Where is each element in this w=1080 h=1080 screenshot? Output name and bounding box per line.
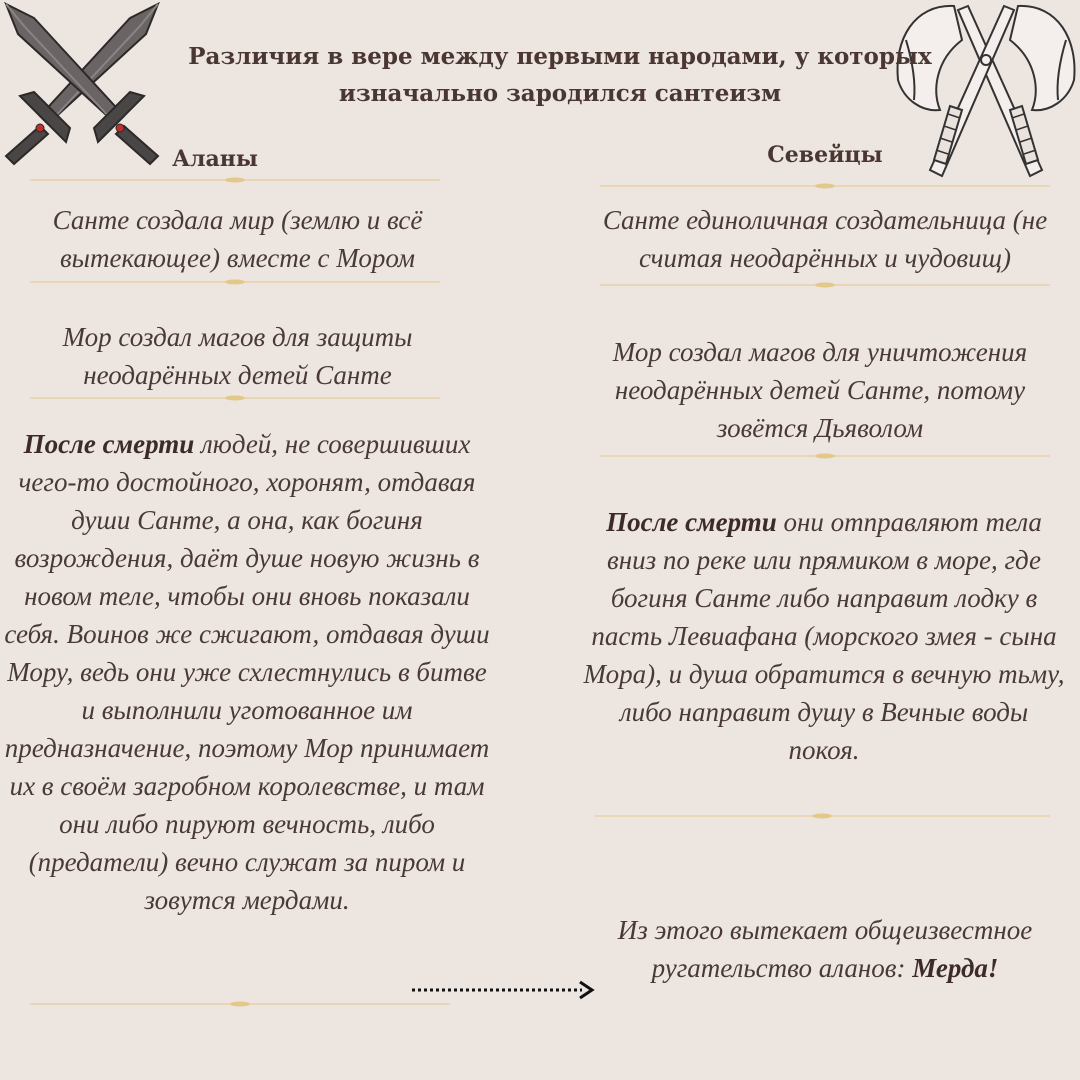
- left-block-creation: Санте создала мир (землю и всё вытекающее) вместе с Мором: [52, 205, 423, 273]
- left-afterlife-bold: После смерти: [23, 429, 195, 459]
- left-heading: Аланы: [172, 146, 258, 172]
- conclusion-curse-word: Мерда!: [912, 953, 999, 983]
- separator: [595, 812, 1050, 820]
- right-afterlife-text: они отправляют тела вниз по реке или прямиком в море, где богиня Санте либо направит лодку в пасть Левиафана (морского змея - сына Мора), и душа обратится в вечную тьму, либо направит душу в Вечные воды покоя.: [583, 507, 1065, 765]
- crossed-swords-icon: [0, 0, 165, 175]
- conclusion-text: Из этого вытекает общеизвестное ругательство аланов:: [617, 915, 1033, 983]
- right-conclusion: [610, 911, 1040, 987]
- left-afterlife-text: людей, не совершивших чего-то достойного, хоронят, отдавая души Санте, а она, как богиня возрождения, даёт душе новую жизнь в новом теле, чтобы они вновь показали себя. Воинов же сжигают, отдавая души Мору, ведь они уже схлестнулись в битве и выполнили уготованное им предназначение, поэтому Мор принимает их в своём загробном королевстве, и там они либо пируют вечность, либо (предатели) вечно служат за пиром и зовутся мердами.: [4, 429, 490, 915]
- right-block-creation: Санте единоличная создательница (не считая неодарённых и чудовищ): [602, 205, 1048, 273]
- separator: [30, 278, 440, 286]
- page-title: Различия в вере между первыми народами, у которых изначально зародился сантеизм: [188, 43, 932, 107]
- dotted-arrow-icon: [410, 978, 596, 1002]
- left-block-afterlife: [4, 425, 490, 919]
- right-block-afterlife: [582, 503, 1066, 769]
- right-afterlife-bold: После смерти: [606, 507, 777, 537]
- separator: [30, 1000, 450, 1008]
- right-heading: Севейцы: [767, 142, 883, 168]
- separator: [600, 182, 1050, 190]
- separator: [600, 281, 1050, 289]
- left-block-mages: Мор создал магов для защиты неодарённых детей Санте: [62, 322, 413, 390]
- separator: [30, 176, 440, 184]
- separator: [30, 394, 440, 402]
- separator: [600, 452, 1050, 460]
- right-block-mages: Мор создал магов для уничтожения неодарённых детей Санте, потому зовётся Дьяволом: [612, 337, 1028, 443]
